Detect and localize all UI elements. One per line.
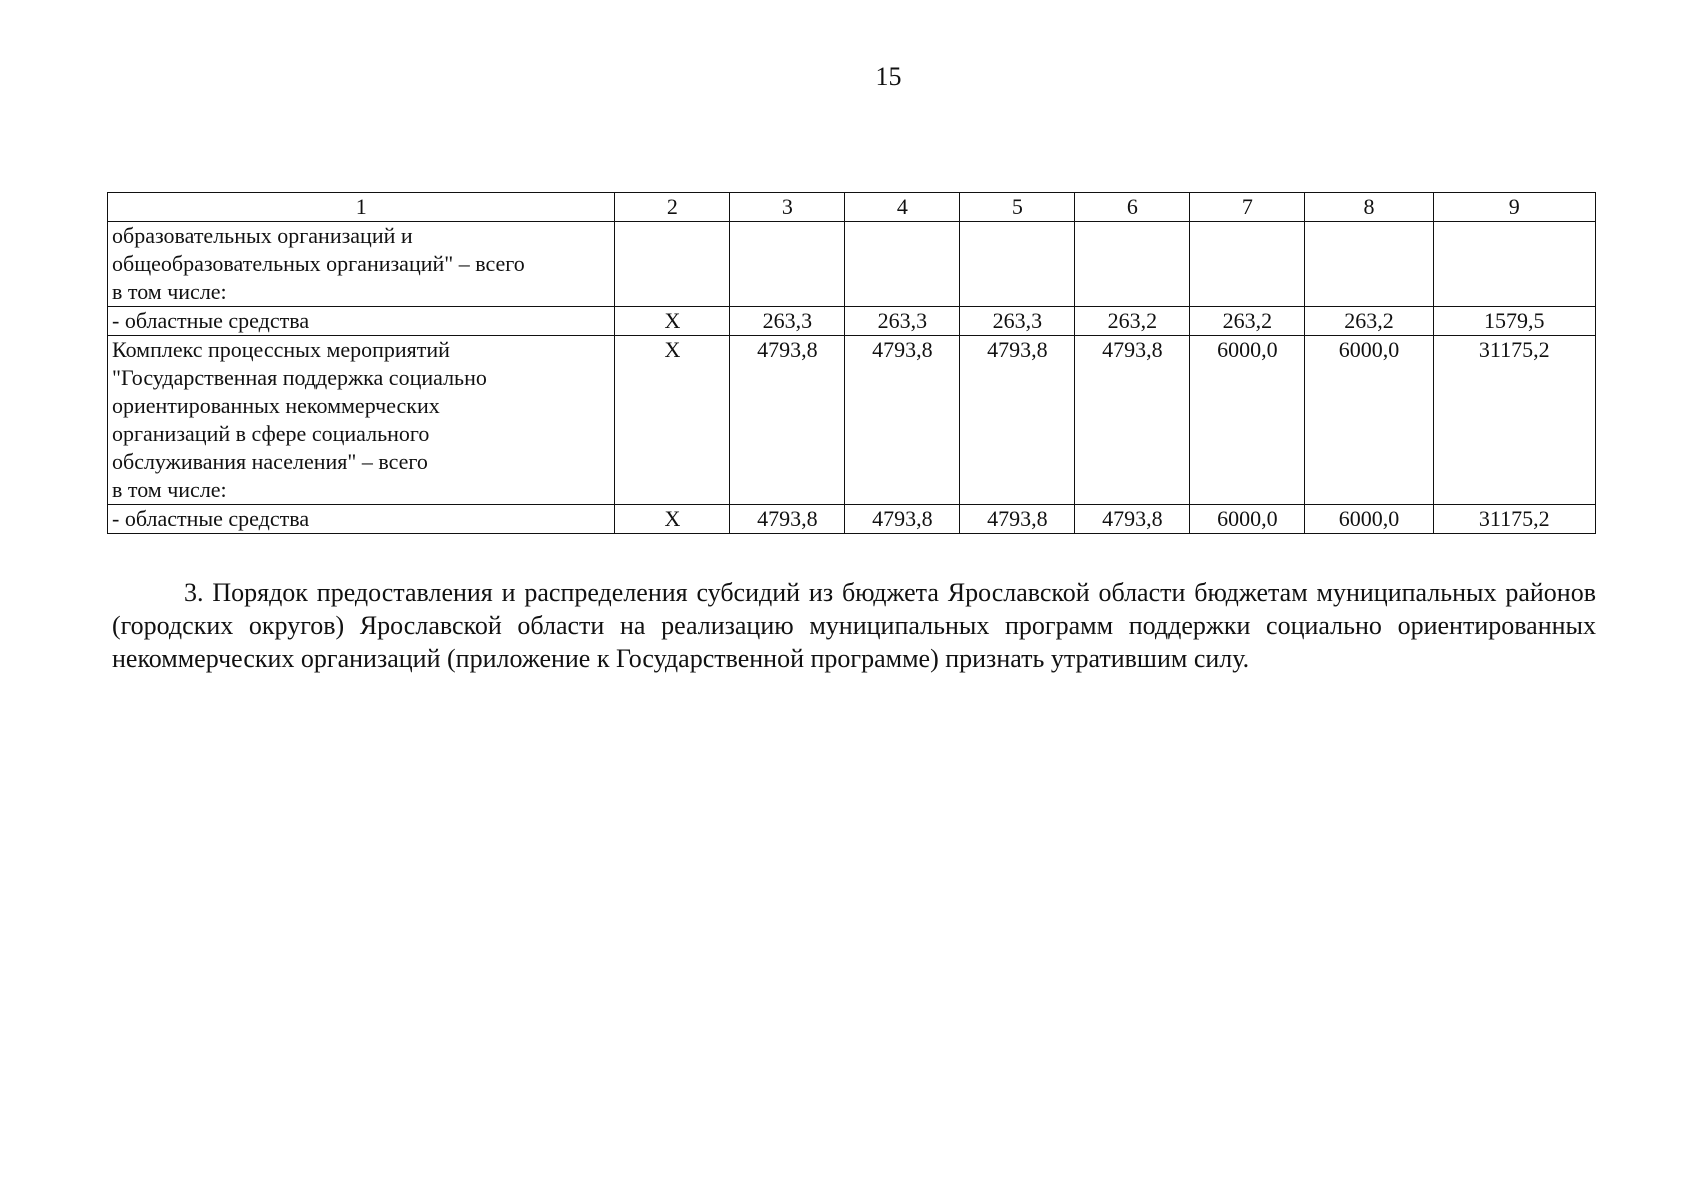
row-description	[108, 336, 615, 505]
table-cell: 6000,0	[1190, 336, 1305, 505]
description-line: Комплекс процессных мероприятий	[112, 337, 450, 362]
table-cell: 263,2	[1305, 307, 1433, 336]
column-header: 6	[1075, 193, 1190, 222]
table-cell: 263,3	[960, 307, 1075, 336]
table-cell: 263,3	[845, 307, 960, 336]
budget-table	[107, 192, 1596, 534]
table-cell: 263,2	[1075, 307, 1190, 336]
row-description	[108, 505, 615, 534]
description-line: организаций в сфере социального	[112, 421, 430, 446]
table-cell: 263,2	[1190, 307, 1305, 336]
column-header: 1	[108, 193, 615, 222]
table-row	[108, 222, 1596, 307]
table-cell: Х	[615, 505, 730, 534]
table-cell	[1190, 222, 1305, 307]
table-header-row	[108, 193, 1596, 222]
table-cell	[1305, 222, 1433, 307]
description-line: - областные средства	[112, 308, 310, 333]
table-cell	[960, 222, 1075, 307]
table-row	[108, 505, 1596, 534]
table-cell: 4793,8	[845, 336, 960, 505]
table-cell: 31175,2	[1433, 505, 1595, 534]
column-header: 4	[845, 193, 960, 222]
table-cell	[615, 222, 730, 307]
table-row	[108, 336, 1596, 505]
table-cell	[730, 222, 845, 307]
table-cell: 4793,8	[730, 505, 845, 534]
description-line: в том числе:	[112, 477, 227, 502]
description-line: в том числе:	[112, 279, 227, 304]
column-header: 2	[615, 193, 730, 222]
description-line: общеобразовательных организаций" – всего	[112, 251, 525, 276]
table-cell: 4793,8	[1075, 336, 1190, 505]
column-header: 7	[1190, 193, 1305, 222]
table-cell: 4793,8	[730, 336, 845, 505]
table-cell: 4793,8	[1075, 505, 1190, 534]
column-header: 3	[730, 193, 845, 222]
table-cell: 4793,8	[960, 336, 1075, 505]
table-cell: 6000,0	[1305, 505, 1433, 534]
page-number: 15	[875, 62, 902, 91]
table-cell	[1075, 222, 1190, 307]
table-cell: 6000,0	[1305, 336, 1433, 505]
description-line: обслуживания населения" – всего	[112, 449, 428, 474]
description-line: - областные средства	[112, 506, 310, 531]
description-line: "Государственная поддержка социально	[112, 365, 487, 390]
table-cell	[845, 222, 960, 307]
description-line: ориентированных некоммерческих	[112, 393, 440, 418]
row-description	[108, 222, 615, 307]
table-cell: Х	[615, 307, 730, 336]
table-cell: Х	[615, 336, 730, 505]
table-cell: 31175,2	[1433, 336, 1595, 505]
description-line: образовательных организаций и	[112, 223, 413, 248]
body-paragraph: 3. Порядок предоставления и распределения субсидий из бюджета Ярославской области бюджетам муниципальных районов (городских округов) Ярославской области на реализацию муниципальных программ поддержки социально ориентированных некоммерческих организаций (приложение к Государственной программе) признать утратившим силу.	[112, 578, 1596, 673]
column-header: 8	[1305, 193, 1433, 222]
table-cell: 4793,8	[960, 505, 1075, 534]
table-cell: 4793,8	[845, 505, 960, 534]
table-cell: 6000,0	[1190, 505, 1305, 534]
row-description	[108, 307, 615, 336]
table-cell	[1433, 222, 1595, 307]
column-header: 5	[960, 193, 1075, 222]
table-cell: 263,3	[730, 307, 845, 336]
table-row	[108, 307, 1596, 336]
column-header: 9	[1433, 193, 1595, 222]
table-cell: 1579,5	[1433, 307, 1595, 336]
